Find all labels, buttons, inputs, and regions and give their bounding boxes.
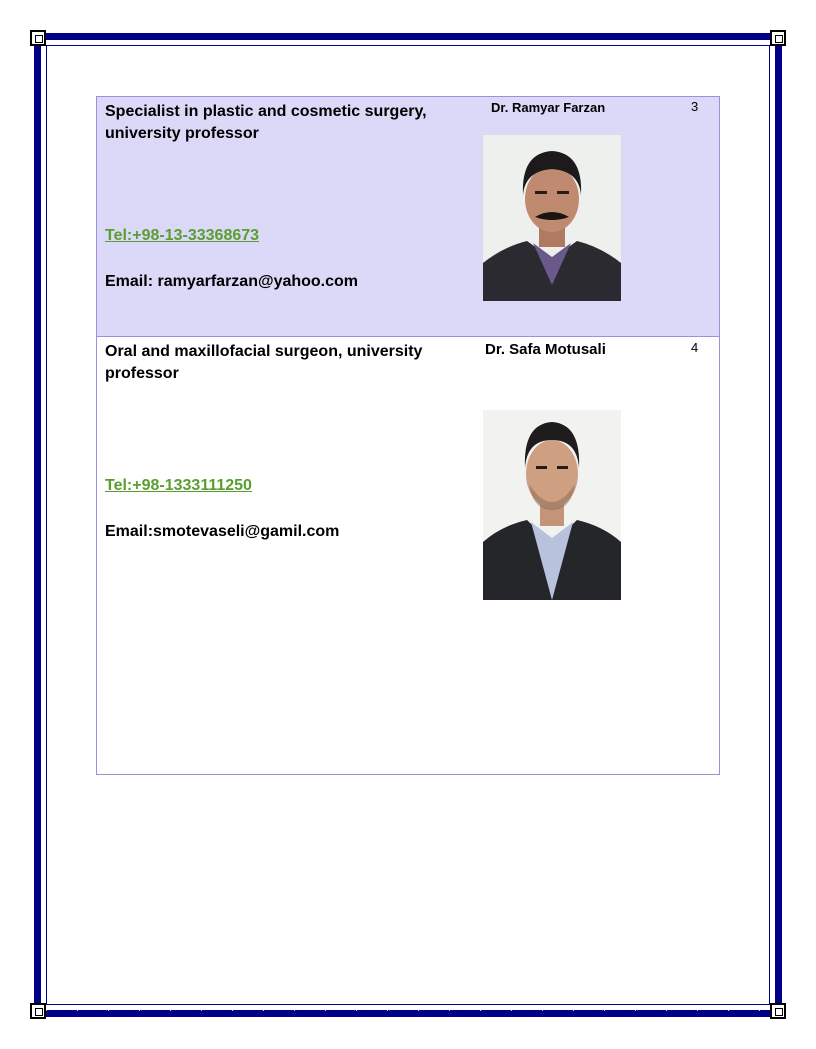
doctor-photo bbox=[483, 410, 621, 600]
border-corner-ornament bbox=[770, 30, 786, 46]
doctor-name: Dr. Safa Motusali bbox=[485, 341, 606, 358]
border-corner-ornament bbox=[30, 30, 46, 46]
doctor-specialty: Specialist in plastic and cosmetic surgery, university professor bbox=[105, 103, 427, 142]
border-corner-ornament bbox=[770, 1003, 786, 1019]
row-number: 4 bbox=[691, 340, 699, 355]
doctor-portrait-mustache-icon bbox=[483, 135, 621, 301]
doctor-specialty: Oral and maxillofacial surgeon, university professor bbox=[105, 343, 423, 382]
doctor-email: Email:smotevaseli@gamil.com bbox=[105, 523, 340, 540]
doctor-portrait-suit-icon bbox=[483, 410, 621, 600]
row-number: 3 bbox=[691, 99, 699, 114]
doctor-table bbox=[96, 96, 720, 775]
table-row bbox=[97, 97, 719, 337]
page-border-ticks bbox=[46, 1010, 770, 1011]
doctor-tel-link[interactable]: Tel:+98-13-33368673 bbox=[105, 227, 260, 244]
border-corner-ornament bbox=[30, 1003, 46, 1019]
table-row bbox=[97, 337, 719, 774]
doctor-tel-link[interactable]: Tel:+98-1333111250 bbox=[105, 477, 252, 494]
doctor-name: Dr. Ramyar Farzan bbox=[491, 100, 606, 115]
doctor-photo bbox=[483, 135, 621, 301]
doctor-email: Email: ramyarfarzan@yahoo.com bbox=[105, 273, 359, 290]
